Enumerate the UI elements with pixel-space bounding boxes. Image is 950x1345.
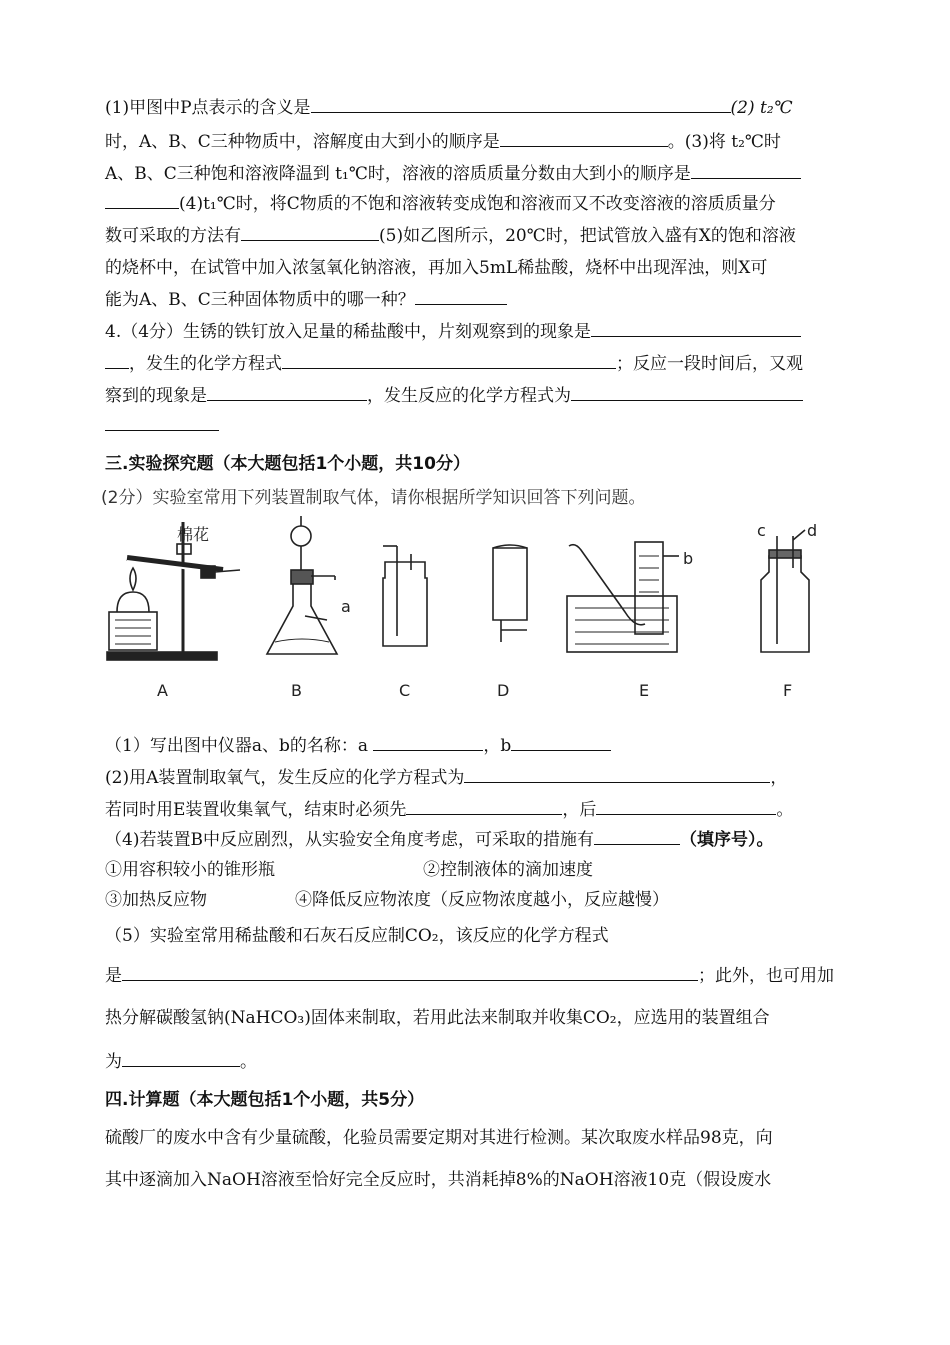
s3-q5b-line bbox=[105, 964, 834, 990]
q5b-line bbox=[105, 256, 767, 282]
s3-q1b-text: ，b bbox=[483, 736, 512, 756]
s3-q5-line bbox=[105, 924, 609, 950]
q2-label: (2) t₂℃ bbox=[730, 98, 793, 118]
s3-q5d-text: 热分解碳酸氢钠(NaHCO₃)固体来制取，若用此法来制取并收集CO₂，应选用的装置组合 bbox=[105, 1008, 770, 1028]
q-4b-text: ，发生的化学方程式 bbox=[129, 354, 282, 374]
q3-text: A、B、C三种饱和溶液降温到 t₁℃时，溶液的溶质质量分数由大到小的顺序是 bbox=[105, 164, 691, 184]
blank[interactable] bbox=[571, 384, 803, 401]
section3-intro: (2分）实验室常用下列装置制取气体，请你根据所学知识回答下列问题。 bbox=[101, 488, 646, 508]
q4-text: (4)t₁℃时，将C物质的不饱和溶液转变成饱和溶液而又不改变溶液的溶质质量分 bbox=[179, 194, 776, 214]
s3-q1-text: （1）写出图中仪器a、b的名称：a bbox=[105, 736, 368, 756]
fig-label-b: B bbox=[291, 681, 302, 700]
q5c-text: 能为A、B、C三种固体物质中的哪一种？ bbox=[105, 290, 415, 310]
fig-label-f: F bbox=[783, 681, 793, 700]
blank[interactable] bbox=[415, 288, 507, 305]
blank[interactable] bbox=[591, 320, 801, 337]
blank[interactable] bbox=[500, 130, 668, 147]
blank[interactable] bbox=[311, 96, 731, 113]
q5-text: (5)如乙图所示，20℃时，把试管放入盛有X的饱和溶液 bbox=[379, 226, 796, 246]
fig-label-d: D bbox=[497, 681, 510, 700]
apparatus-b bbox=[267, 516, 337, 654]
blank[interactable] bbox=[122, 1050, 240, 1067]
cotton-label: 棉花 bbox=[177, 525, 210, 544]
s3-q5c-text: ；此外，也可用加 bbox=[698, 966, 834, 986]
s3-q5b-text: 是 bbox=[105, 966, 122, 986]
q-4d-line bbox=[105, 384, 803, 410]
blank[interactable] bbox=[511, 734, 611, 751]
s3-options-1 bbox=[105, 858, 593, 884]
blank[interactable] bbox=[594, 828, 680, 845]
s3-q2-text: (2)用A装置制取氧气，发生反应的化学方程式为 bbox=[105, 768, 465, 788]
q-4f-line bbox=[105, 414, 219, 440]
q3-label: 。(3)将 t₂℃时 bbox=[667, 132, 781, 152]
s3-q1-line bbox=[105, 734, 611, 760]
s3-options-2 bbox=[105, 888, 669, 914]
apparatus-illustration bbox=[105, 516, 850, 716]
q-4-line bbox=[105, 320, 801, 346]
label-b: b bbox=[683, 549, 694, 568]
s3-q3c-text: 。 bbox=[776, 800, 794, 820]
q5b-text: 的烧杯中，在试管中加入浓氢氧化钠溶液，再加入5mL稀盐酸，烧杯中出现浑浊，则X可 bbox=[105, 258, 768, 278]
q4-line bbox=[105, 192, 776, 218]
blank[interactable] bbox=[105, 414, 219, 431]
apparatus-f bbox=[761, 530, 809, 652]
s3-q5e-text: 为 bbox=[105, 1052, 122, 1072]
fig-label-c: C bbox=[399, 681, 411, 700]
q-4e-text: ，发生反应的化学方程式为 bbox=[367, 386, 571, 406]
fig-label-e: E bbox=[639, 681, 650, 700]
s3-q4-line bbox=[105, 828, 773, 854]
apparatus-a bbox=[107, 522, 240, 660]
blank[interactable] bbox=[406, 798, 562, 815]
label-d: d bbox=[807, 521, 818, 540]
section4-p1: 硫酸厂的废水中含有少量硫酸，化验员需要定期对其进行检测。某次取废水样品98克，向 bbox=[105, 1128, 773, 1148]
blank[interactable] bbox=[464, 766, 770, 783]
q3-line bbox=[105, 162, 801, 188]
option-2: ②控制液体的滴加速度 bbox=[423, 860, 593, 880]
blank[interactable] bbox=[282, 352, 616, 369]
section4-p2: 其中逐滴加入NaOH溶液至恰好完全反应时，共消耗掉8%的NaOH溶液10克（假设废水 bbox=[105, 1170, 772, 1190]
s3-q4-text: （4)若装置B中反应剧烈，从实验安全角度考虑，可采取的措施有 bbox=[105, 830, 594, 850]
s3-q5d-line bbox=[105, 1006, 770, 1032]
q2-line bbox=[105, 130, 781, 156]
s3-q5f-text: 。 bbox=[240, 1052, 257, 1072]
section4-title: 四.计算题（本大题包括1个小题，共5分） bbox=[105, 1090, 425, 1110]
label-c: c bbox=[757, 521, 766, 540]
section3-title: 三.实验探究题（本大题包括1个小题，共10分） bbox=[105, 454, 470, 474]
blank[interactable] bbox=[241, 224, 379, 241]
s3-q4b-text: （填序号）。 bbox=[679, 830, 774, 850]
blank[interactable] bbox=[105, 352, 129, 369]
option-4: ④降低反应物浓度（反应物浓度越小，反应越慢） bbox=[295, 890, 669, 910]
apparatus-c bbox=[383, 546, 427, 646]
blank[interactable] bbox=[122, 964, 698, 981]
apparatus-d bbox=[493, 545, 527, 642]
s3-q3-text: 若同时用E装置收集氧气，结束时必须先 bbox=[105, 800, 407, 820]
blank[interactable] bbox=[691, 162, 801, 179]
option-3: ③加热反应物 bbox=[105, 890, 207, 910]
s3-q3b-text: ，后 bbox=[562, 800, 597, 820]
apparatus-e bbox=[567, 542, 679, 652]
option-1: ①用容积较小的锥形瓶 bbox=[105, 860, 275, 880]
q1-line bbox=[105, 96, 793, 122]
s3-q2b-text: ， bbox=[770, 768, 788, 788]
q-4d-text: 察到的现象是 bbox=[105, 386, 207, 406]
fig-label-a: A bbox=[157, 681, 168, 700]
q2-text: 时，A、B、C三种物质中，溶解度由大到小的顺序是 bbox=[105, 132, 500, 152]
blank[interactable] bbox=[596, 798, 776, 815]
q-4c-text: ；反应一段时间后，又观 bbox=[616, 354, 803, 374]
s3-q3-line bbox=[105, 798, 793, 824]
q4b-line bbox=[105, 224, 796, 250]
apparatus-figure bbox=[105, 516, 850, 716]
s3-q5e-line bbox=[105, 1050, 257, 1076]
blank[interactable] bbox=[105, 192, 179, 209]
q1-text: (1)甲图中P点表示的含义是 bbox=[105, 98, 311, 118]
blank[interactable] bbox=[207, 384, 367, 401]
blank[interactable] bbox=[373, 734, 483, 751]
q-4-text: 4.（4分）生锈的铁钉放入足量的稀盐酸中，片刻观察到的现象是 bbox=[105, 322, 592, 342]
q-4b-line bbox=[105, 352, 803, 378]
q4b-text: 数可采取的方法有 bbox=[105, 226, 241, 246]
q5c-line bbox=[105, 288, 507, 314]
label-a: a bbox=[341, 597, 351, 616]
s3-q5-text: （5）实验室常用稀盐酸和石灰石反应制CO₂，该反应的化学方程式 bbox=[105, 926, 609, 946]
s3-q2-line bbox=[105, 766, 787, 792]
